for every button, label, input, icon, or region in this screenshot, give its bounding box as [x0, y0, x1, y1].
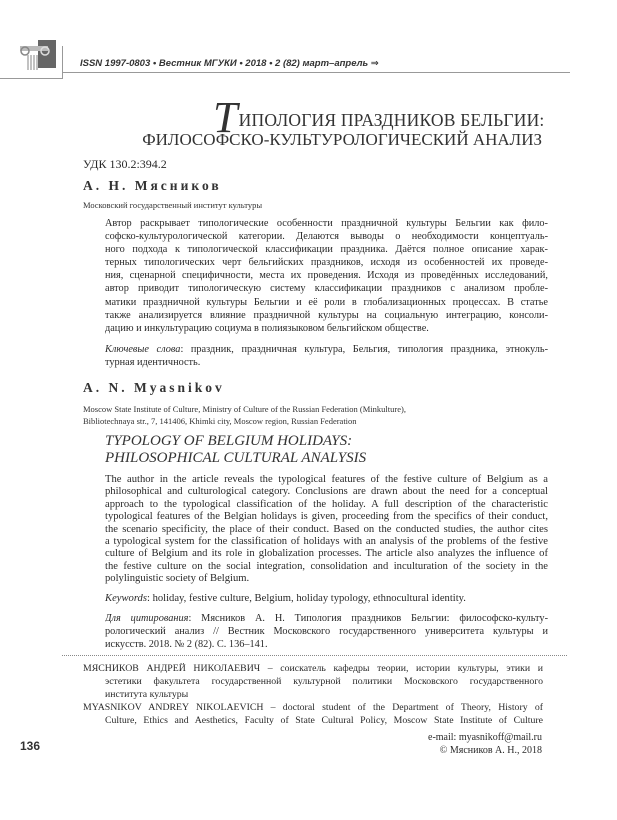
- abstract-en: [105, 474, 548, 586]
- citation-line: рологический анализ // Вестник Московского государственного университета культуры и: [105, 626, 548, 637]
- keywords-label: Keywords: [105, 593, 147, 604]
- abstract-ru: [105, 217, 548, 335]
- keywords-text: : holiday, festive culture, Belgium, holiday typology, ethnocultural identity.: [146, 593, 466, 604]
- affiliation-en: [83, 403, 406, 427]
- abstract-line: a typological system for the classification of holidays with an analysis of the problems of the festive: [105, 536, 548, 548]
- abstract-line: автор приводит типологическую систему классификации праздников с анализом пробле-: [105, 283, 548, 295]
- citation: [105, 612, 548, 651]
- header-frame-line: [0, 78, 63, 79]
- abstract-line: Автор раскрывает типологические особенности праздничной культуры Бельгии как фило-: [105, 218, 548, 229]
- title-en-line: TYPOLOGY OF BELGIUM HOLIDAYS:: [105, 433, 353, 449]
- author-bio-ru: [83, 662, 543, 701]
- abstract-line: the scenario specificity, the place of their conduct. Based on the conducted studies, the author cites: [105, 523, 548, 535]
- author-email: e-mail: myasnikoff@mail.ru: [428, 732, 542, 743]
- title-line1-text: ИПОЛОГИЯ ПРАЗДНИКОВ БЕЛЬГИИ:: [238, 110, 545, 130]
- abstract-line: The author in the article reveals the typological features of the festive culture of Belgium as a: [105, 474, 548, 485]
- keywords-line: [105, 343, 548, 356]
- citation-text: : Мясников А. Н. Типология праздников Бельгии: философско-культу-: [188, 613, 548, 624]
- abstract-line: софско-культурологической категории. Делаются выводы о необходимости концептуаль-: [105, 231, 548, 243]
- author-name-ru: А. Н. Мясников: [83, 178, 222, 193]
- citation-line: [105, 612, 548, 625]
- abstract-line: ния, сценарной специфичности, места их проведения. Исходя из проведённых исследований,: [105, 270, 548, 282]
- citation-label: Для цитирования: [105, 613, 189, 624]
- udk-code: УДК 130.2:394.2: [83, 157, 167, 171]
- abstract-line: typological features of the Belgian holidays is given, proceeding from the specifics of their conduct,: [105, 511, 548, 523]
- affiliation-line: Moscow State Institute of Culture, Ministry of Culture of the Russian Federation (Minkulture),: [83, 404, 406, 414]
- abstract-line: the festive culture on the social integration, consolidation and inculturation of the society in the: [105, 560, 548, 572]
- affiliation-line: Bibliotechnaya str., 7, 141406, Khimki city, Moscow region, Russian Federation: [83, 416, 357, 426]
- abstract-line: также анализируется влияние праздничной культуры на социальную интеграцию, консоли-: [105, 309, 548, 321]
- keywords-en: [105, 592, 548, 605]
- abstract-line: approach to the typological classification of the holiday. A full description of the characteristic: [105, 498, 548, 510]
- bio-line: института культуры: [105, 689, 189, 700]
- abstract-line: матики праздничной культуры Бельгии и её роли в глобализационных процессах. В статье: [105, 296, 548, 308]
- title-en-line: PHILOSOPHICAL CULTURAL ANALYSIS: [105, 450, 367, 466]
- bio-line: эстетики факультета государственной культурной политики Московского государственного: [105, 676, 543, 687]
- abstract-line: дацию и инкультурацию социума в полиязыковом бельгийском обществе.: [105, 322, 429, 334]
- header-rule: [62, 72, 570, 73]
- article-title-ru-line2: ФИЛОСОФСКО-КУЛЬТУРОЛОГИЧЕСКИЙ АНАЛИЗ: [142, 130, 542, 149]
- keywords-ru: [105, 343, 548, 369]
- abstract-line: ного подхода к типологической классификации праздника. Даётся полное описание харак-: [105, 244, 548, 256]
- abstract-line: philosophical and culturological category. Conclusions are drawn about the need for a conceptual: [105, 486, 548, 498]
- bio-line: MYASNIKOV ANDREY NIKOLAEVICH – doctoral student of the Department of Theory, History of: [83, 702, 543, 713]
- bio-line: Culture, Ethics and Aesthetics, Faculty of State Cultural Policy, Moscow State Institute of Culture: [105, 715, 543, 726]
- author-bio-en: [83, 701, 543, 727]
- abstract-line: polylinguistic society of Belgium.: [105, 573, 250, 585]
- keywords-label: Ключевые слова: [105, 344, 181, 355]
- copyright: © Мясников А. Н., 2018: [439, 745, 542, 756]
- bio-line: МЯСНИКОВ АНДРЕЙ НИКОЛАЕВИЧ – соискатель кафедры теории, истории культуры, этики и: [83, 663, 543, 674]
- keywords-text: : праздник, праздничная культура, Бельгия, типология праздника, этнокуль-: [180, 344, 548, 355]
- author-contact: [428, 731, 542, 757]
- article-title-en: [105, 433, 366, 467]
- running-head: ISSN 1997-0803 • Вестник МГУКИ • 2018 • 2 (82) март–апрель ⇒: [80, 58, 379, 69]
- dotted-separator: [62, 655, 567, 656]
- citation-line: искусств. 2018. № 2 (82). С. 136–141.: [105, 639, 268, 650]
- header-frame-line: [62, 46, 63, 78]
- page-number: 136: [20, 739, 41, 753]
- ionic-column-logo-icon: [18, 40, 58, 72]
- title-initial: Т: [213, 93, 238, 142]
- abstract-line: culture of Belgium and its role in globalization processes. The article also analyzes the influence of: [105, 548, 548, 560]
- affiliation-ru: Московский государственный институт культуры: [83, 200, 263, 210]
- abstract-line: терных типологических черт бельгийских праздников, исходя из особенностей их проведе-: [105, 257, 548, 269]
- keywords-line: турная идентичность.: [105, 357, 201, 369]
- author-name-en: A. N. Myasnikov: [83, 380, 225, 395]
